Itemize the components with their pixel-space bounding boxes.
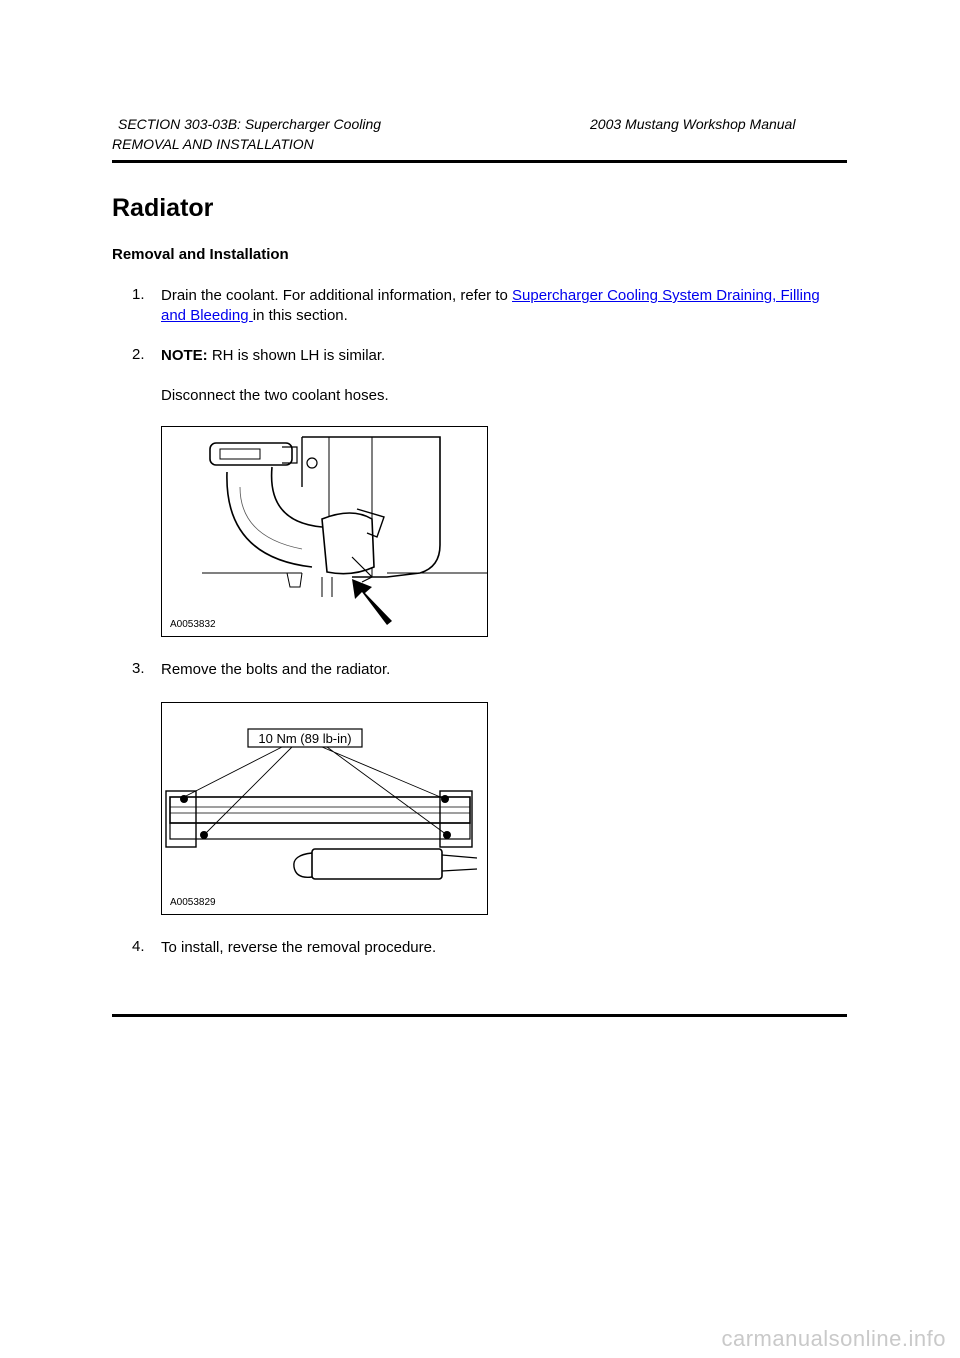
coolant-hose-figure [161, 426, 488, 637]
header-subheading: REMOVAL AND INSTALLATION [112, 136, 314, 152]
figure-2-id: A0053829 [170, 897, 216, 908]
step-4-number: 4. [132, 938, 145, 955]
radiator-bolts-figure [161, 702, 488, 915]
page-title: Radiator [112, 194, 214, 222]
coolant-hose-illustration [162, 427, 487, 636]
step-2-note [161, 346, 841, 366]
cooling-system-draining-link[interactable]: Supercharger Cooling System Draining, Filling and Bleeding [161, 287, 820, 324]
radiator-bolts-illustration [162, 703, 487, 914]
header-manual: 2003 Mustang Workshop Manual [590, 116, 796, 132]
torque-callout: 10 Nm (89 lb-in) [258, 731, 352, 746]
header-section: SECTION 303-03B: Supercharger Cooling [118, 116, 382, 132]
figure-1-id: A0053832 [170, 619, 216, 630]
step-1-number: 1. [132, 286, 145, 303]
step-1-text-before: Drain the coolant. For additional information, refer to [161, 287, 513, 304]
step-3-text: Remove the bolts and the radiator. [161, 661, 391, 678]
step-3-number: 3. [132, 660, 145, 677]
watermark-logo: carmanualsonline.info [721, 1326, 946, 1351]
page-subtitle: Removal and Installation [112, 246, 289, 263]
step-1-text [161, 286, 841, 326]
step-2-note-text: RH is shown LH is similar. [207, 347, 386, 364]
step-2-note-label: NOTE: [161, 347, 208, 364]
header-rule [112, 160, 847, 163]
step-2-number: 2. [132, 346, 145, 363]
step-1-text-after: in this section. [252, 307, 348, 324]
step-4-text: To install, reverse the removal procedure. [161, 939, 437, 956]
footer-rule [112, 1014, 847, 1017]
step-2-text: Disconnect the two coolant hoses. [161, 387, 389, 404]
